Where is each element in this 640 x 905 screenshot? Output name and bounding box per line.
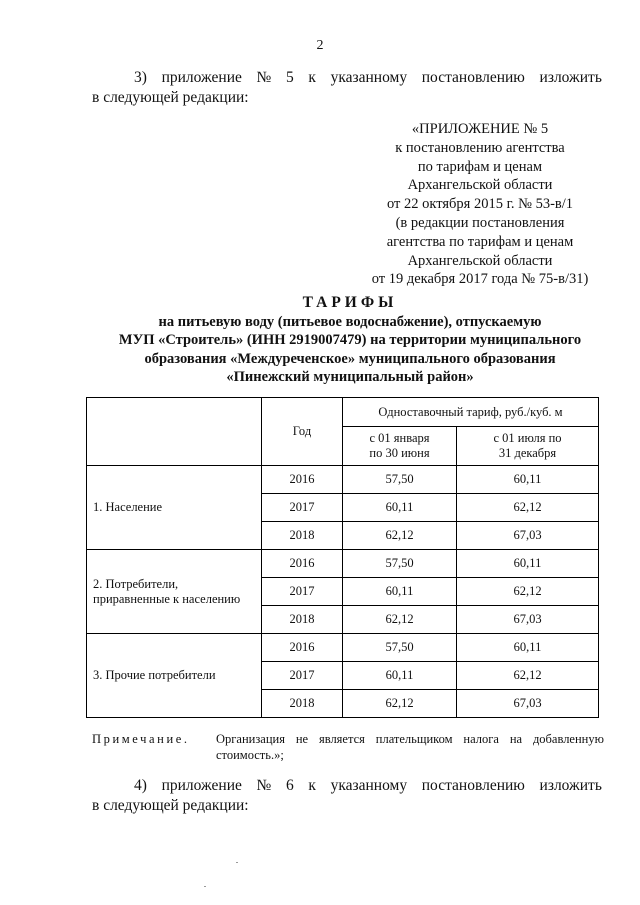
note-line-2: стоимость.»;: [216, 748, 284, 762]
item-3-line-1: [92, 68, 602, 88]
word: изложить: [539, 777, 602, 794]
item-3-line-2: в следующей редакции:: [92, 89, 249, 106]
tariff-h1-cell: 60,11: [343, 662, 457, 690]
title-line: «Пинежский муниципальный район»: [226, 369, 474, 385]
word: 6: [285, 777, 294, 794]
tariff-h2-cell: 67,03: [457, 522, 599, 550]
item-4-line-2: в следующей редакции:: [92, 797, 249, 814]
word: постановлению: [421, 777, 525, 794]
word: приложение: [161, 69, 242, 86]
tariff-h1-cell: 57,50: [343, 634, 457, 662]
word: к: [308, 69, 316, 86]
word: постановлению: [421, 69, 525, 86]
word: 3): [134, 69, 147, 86]
appendix-header-line: Архангельской области: [407, 252, 553, 269]
tariff-h1-cell: 57,50: [343, 466, 457, 494]
appendix-header-line: от 19 декабря 2017 года № 75-в/31): [371, 271, 589, 288]
title-line: МУП «Строитель» (ИНН 2919007479) на территории муниципального: [118, 332, 582, 348]
year-cell: 2017: [262, 578, 343, 606]
word: изложить: [539, 69, 602, 86]
item-4-line-1: [92, 776, 602, 796]
tariff-h1-cell: 62,12: [343, 690, 457, 718]
tariff-h2-cell: 62,12: [457, 578, 599, 606]
word: к: [308, 777, 316, 794]
word: добавленную: [532, 732, 604, 746]
tariff-h1-cell: 60,11: [343, 578, 457, 606]
word: 4): [134, 777, 147, 794]
appendix-header: [330, 120, 630, 289]
header-tariff: Одноставочный тариф, руб./куб. м: [343, 398, 599, 427]
category-cell: 1. Население: [87, 466, 262, 550]
note-label: Примечание.: [92, 732, 190, 746]
document-title: [60, 294, 640, 387]
tariff-h2-cell: 67,03: [457, 606, 599, 634]
tariff-h2-cell: 62,12: [457, 494, 599, 522]
word: налога: [463, 732, 499, 746]
page-number: 2: [316, 38, 324, 53]
tariff-h2-cell: 67,03: [457, 690, 599, 718]
title-line: образования «Междуреченское» муниципального образования: [144, 350, 556, 367]
appendix-header-line: к постановлению агентства: [395, 139, 565, 156]
tariff-h2-cell: 60,11: [457, 634, 599, 662]
word: 5: [285, 69, 294, 86]
appendix-header-line: Архангельской области: [407, 177, 553, 194]
header-period-2: с 01 июля по 31 декабря: [457, 427, 599, 466]
word: не: [295, 732, 309, 746]
appendix-header-line: (в редакции постановления: [395, 214, 565, 231]
tariff-h1-cell: 57,50: [343, 550, 457, 578]
header-year: Год: [262, 398, 343, 466]
year-cell: 2016: [262, 634, 343, 662]
word: является: [318, 732, 365, 746]
appendix-header-line: от 22 октября 2015 г. № 53-в/1: [386, 196, 574, 213]
title-heading: ТАРИФЫ: [302, 294, 398, 311]
category-cell: 3. Прочие потребители: [87, 634, 262, 718]
tariff-h2-cell: 62,12: [457, 662, 599, 690]
year-cell: 2018: [262, 606, 343, 634]
category-cell: 2. Потребители, приравненные к населению: [87, 550, 262, 634]
year-cell: 2016: [262, 550, 343, 578]
title-line: на питьевую воду (питьевое водоснабжение), отпускаемую: [158, 313, 542, 330]
tariff-table: [86, 397, 599, 718]
appendix-header-line: «ПРИЛОЖЕНИЕ № 5: [411, 121, 549, 137]
year-cell: 2016: [262, 466, 343, 494]
word: плательщиком: [375, 732, 453, 746]
word: Организация: [216, 732, 285, 746]
word: приложение: [161, 777, 242, 794]
tariff-h1-cell: 62,12: [343, 522, 457, 550]
year-cell: 2018: [262, 522, 343, 550]
word: указанному: [330, 69, 408, 86]
header-period-1: с 01 января по 30 июня: [343, 427, 457, 466]
tariff-h1-cell: 62,12: [343, 606, 457, 634]
item-3-paragraph: [92, 68, 602, 108]
word: указанному: [330, 777, 408, 794]
tariff-h2-cell: 60,11: [457, 550, 599, 578]
word: №: [256, 69, 272, 86]
year-cell: 2017: [262, 662, 343, 690]
year-cell: 2018: [262, 690, 343, 718]
header-category-cell: [87, 398, 262, 466]
appendix-header-line: агентства по тарифам и ценам: [386, 233, 574, 250]
tariff-h1-cell: 60,11: [343, 494, 457, 522]
scan-speck: [236, 862, 238, 863]
appendix-header-line: по тарифам и ценам: [417, 158, 543, 175]
tariff-h2-cell: 60,11: [457, 466, 599, 494]
scan-speck: [204, 886, 206, 887]
year-cell: 2017: [262, 494, 343, 522]
word: №: [256, 777, 272, 794]
word: на: [509, 732, 523, 746]
note-line-1: [216, 731, 604, 747]
table-note: [92, 731, 604, 763]
item-4-paragraph: [92, 776, 602, 816]
